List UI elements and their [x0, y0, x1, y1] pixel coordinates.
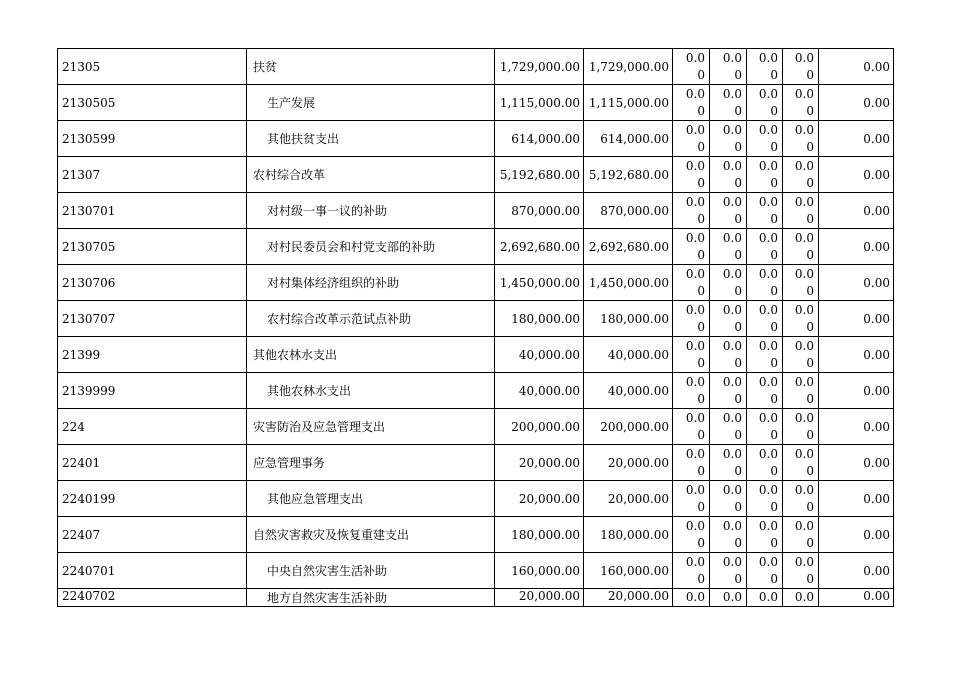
last-amount-cell: 0.00: [819, 481, 894, 517]
zero-cell-1: 0.0 0: [673, 517, 710, 553]
zero-cell-1: 0.0 0: [673, 337, 710, 373]
basic-amount-cell: 180,000.00: [584, 301, 673, 337]
table-body: [58, 49, 894, 607]
table-row: [58, 337, 894, 373]
table-row: [58, 481, 894, 517]
table-row: [58, 157, 894, 193]
zero-cell-1: 0.0 0: [673, 481, 710, 517]
zero-cell-2: 0.0 0: [710, 229, 747, 265]
zero-cell-2: 0.0 0: [710, 85, 747, 121]
zero-cell-4: 0.0 0: [783, 193, 819, 229]
zero-cell-3: 0.0 0: [747, 265, 783, 301]
basic-amount-cell: 20,000.00: [584, 445, 673, 481]
last-amount-cell: 0.00: [819, 589, 894, 607]
zero-cell-3: 0.0 0: [747, 121, 783, 157]
zero-cell-2: 0.0 0: [710, 373, 747, 409]
zero-cell-3: 0.0 0: [747, 481, 783, 517]
last-amount-cell: 0.00: [819, 517, 894, 553]
zero-cell-1: 0.0 0: [673, 157, 710, 193]
zero-cell-3: 0.0 0: [747, 301, 783, 337]
zero-cell-4: 0.0 0: [783, 301, 819, 337]
zero-cell-2: 0.0 0: [710, 121, 747, 157]
basic-amount-cell: 1,450,000.00: [584, 265, 673, 301]
function-name-cell: 应急管理事务: [247, 445, 495, 481]
zero-cell-2: 0.0 0: [710, 517, 747, 553]
zero-cell-2: 0.0: [710, 589, 747, 607]
total-amount-cell: 160,000.00: [495, 553, 584, 589]
zero-cell-3: 0.0 0: [747, 553, 783, 589]
zero-cell-4: 0.0: [783, 589, 819, 607]
total-amount-cell: 20,000.00: [495, 589, 584, 607]
table-row: [58, 49, 894, 85]
total-amount-cell: 20,000.00: [495, 481, 584, 517]
basic-amount-cell: 614,000.00: [584, 121, 673, 157]
table-row: [58, 517, 894, 553]
total-amount-cell: 180,000.00: [495, 517, 584, 553]
basic-amount-cell: 160,000.00: [584, 553, 673, 589]
zero-cell-1: 0.0 0: [673, 193, 710, 229]
zero-cell-2: 0.0 0: [710, 157, 747, 193]
zero-cell-1: 0.0 0: [673, 265, 710, 301]
function-name-cell: 对村民委员会和村党支部的补助: [247, 229, 495, 265]
total-amount-cell: 614,000.00: [495, 121, 584, 157]
table-row: [58, 553, 894, 589]
basic-amount-cell: 40,000.00: [584, 337, 673, 373]
basic-amount-cell: 2,692,680.00: [584, 229, 673, 265]
zero-cell-1: 0.0 0: [673, 229, 710, 265]
zero-cell-4: 0.0 0: [783, 229, 819, 265]
function-code-cell: 21307: [58, 157, 247, 193]
function-code-cell: 2240199: [58, 481, 247, 517]
function-code-cell: 21305: [58, 49, 247, 85]
zero-cell-1: 0.0 0: [673, 121, 710, 157]
zero-cell-1: 0.0 0: [673, 553, 710, 589]
zero-cell-4: 0.0 0: [783, 445, 819, 481]
last-amount-cell: 0.00: [819, 193, 894, 229]
last-amount-cell: 0.00: [819, 337, 894, 373]
total-amount-cell: 1,729,000.00: [495, 49, 584, 85]
zero-cell-3: 0.0 0: [747, 229, 783, 265]
function-code-cell: 224: [58, 409, 247, 445]
function-name-cell: 对村集体经济组织的补助: [247, 265, 495, 301]
zero-cell-1: 0.0 0: [673, 301, 710, 337]
table-row: [58, 229, 894, 265]
last-amount-cell: 0.00: [819, 265, 894, 301]
zero-cell-3: 0.0 0: [747, 409, 783, 445]
basic-amount-cell: 20,000.00: [584, 481, 673, 517]
basic-amount-cell: 5,192,680.00: [584, 157, 673, 193]
last-amount-cell: 0.00: [819, 373, 894, 409]
basic-amount-cell: 180,000.00: [584, 517, 673, 553]
total-amount-cell: 200,000.00: [495, 409, 584, 445]
last-amount-cell: 0.00: [819, 49, 894, 85]
function-code-cell: 2130701: [58, 193, 247, 229]
zero-cell-4: 0.0 0: [783, 553, 819, 589]
zero-cell-2: 0.0 0: [710, 445, 747, 481]
function-code-cell: 2240701: [58, 553, 247, 589]
zero-cell-1: 0.0 0: [673, 85, 710, 121]
function-name-cell: 其他农林水支出: [247, 373, 495, 409]
table-row: [58, 445, 894, 481]
zero-cell-1: 0.0 0: [673, 409, 710, 445]
function-code-cell: 21399: [58, 337, 247, 373]
zero-cell-1: 0.0 0: [673, 49, 710, 85]
zero-cell-2: 0.0 0: [710, 193, 747, 229]
zero-cell-1: 0.0: [673, 589, 710, 607]
function-code-cell: 2130705: [58, 229, 247, 265]
function-code-cell: 22401: [58, 445, 247, 481]
table-row: [58, 85, 894, 121]
total-amount-cell: 40,000.00: [495, 337, 584, 373]
zero-cell-4: 0.0 0: [783, 265, 819, 301]
zero-cell-3: 0.0 0: [747, 337, 783, 373]
zero-cell-4: 0.0 0: [783, 373, 819, 409]
zero-cell-4: 0.0 0: [783, 85, 819, 121]
table-row: [58, 121, 894, 157]
function-code-cell: 2130707: [58, 301, 247, 337]
zero-cell-4: 0.0 0: [783, 517, 819, 553]
zero-cell-4: 0.0 0: [783, 337, 819, 373]
total-amount-cell: 1,115,000.00: [495, 85, 584, 121]
basic-amount-cell: 40,000.00: [584, 373, 673, 409]
function-name-cell: 地方自然灾害生活补助: [247, 589, 495, 607]
last-amount-cell: 0.00: [819, 301, 894, 337]
zero-cell-4: 0.0 0: [783, 49, 819, 85]
function-name-cell: 扶贫: [247, 49, 495, 85]
function-name-cell: 对村级一事一议的补助: [247, 193, 495, 229]
function-name-cell: 农村综合改革: [247, 157, 495, 193]
zero-cell-2: 0.0 0: [710, 409, 747, 445]
function-code-cell: 2130706: [58, 265, 247, 301]
total-amount-cell: 2,692,680.00: [495, 229, 584, 265]
zero-cell-2: 0.0 0: [710, 553, 747, 589]
zero-cell-1: 0.0 0: [673, 373, 710, 409]
function-name-cell: 自然灾害救灾及恢复重建支出: [247, 517, 495, 553]
last-amount-cell: 0.00: [819, 445, 894, 481]
last-amount-cell: 0.00: [819, 157, 894, 193]
zero-cell-4: 0.0 0: [783, 481, 819, 517]
function-code-cell: 2139999: [58, 373, 247, 409]
zero-cell-4: 0.0 0: [783, 157, 819, 193]
basic-amount-cell: 20,000.00: [584, 589, 673, 607]
zero-cell-4: 0.0 0: [783, 409, 819, 445]
basic-amount-cell: 200,000.00: [584, 409, 673, 445]
table-row: [58, 193, 894, 229]
zero-cell-3: 0.0 0: [747, 193, 783, 229]
total-amount-cell: 180,000.00: [495, 301, 584, 337]
function-code-cell: 2240702: [58, 589, 247, 607]
zero-cell-2: 0.0 0: [710, 481, 747, 517]
table-row: [58, 589, 894, 607]
function-name-cell: 灾害防治及应急管理支出: [247, 409, 495, 445]
zero-cell-2: 0.0 0: [710, 301, 747, 337]
total-amount-cell: 5,192,680.00: [495, 157, 584, 193]
basic-amount-cell: 1,115,000.00: [584, 85, 673, 121]
budget-table: [57, 48, 894, 607]
zero-cell-3: 0.0 0: [747, 517, 783, 553]
table-row: [58, 373, 894, 409]
total-amount-cell: 40,000.00: [495, 373, 584, 409]
last-amount-cell: 0.00: [819, 121, 894, 157]
zero-cell-3: 0.0 0: [747, 157, 783, 193]
last-amount-cell: 0.00: [819, 229, 894, 265]
total-amount-cell: 1,450,000.00: [495, 265, 584, 301]
function-code-cell: 22407: [58, 517, 247, 553]
function-name-cell: 其他扶贫支出: [247, 121, 495, 157]
zero-cell-1: 0.0 0: [673, 445, 710, 481]
function-name-cell: 农村综合改革示范试点补助: [247, 301, 495, 337]
function-name-cell: 中央自然灾害生活补助: [247, 553, 495, 589]
last-amount-cell: 0.00: [819, 85, 894, 121]
zero-cell-3: 0.0 0: [747, 85, 783, 121]
zero-cell-2: 0.0 0: [710, 265, 747, 301]
basic-amount-cell: 1,729,000.00: [584, 49, 673, 85]
function-code-cell: 2130505: [58, 85, 247, 121]
zero-cell-2: 0.0 0: [710, 337, 747, 373]
table-row: [58, 301, 894, 337]
basic-amount-cell: 870,000.00: [584, 193, 673, 229]
function-code-cell: 2130599: [58, 121, 247, 157]
table-row: [58, 409, 894, 445]
total-amount-cell: 20,000.00: [495, 445, 584, 481]
zero-cell-3: 0.0 0: [747, 445, 783, 481]
last-amount-cell: 0.00: [819, 553, 894, 589]
function-name-cell: 其他应急管理支出: [247, 481, 495, 517]
zero-cell-3: 0.0: [747, 589, 783, 607]
function-name-cell: 其他农林水支出: [247, 337, 495, 373]
zero-cell-2: 0.0 0: [710, 49, 747, 85]
last-amount-cell: 0.00: [819, 409, 894, 445]
total-amount-cell: 870,000.00: [495, 193, 584, 229]
zero-cell-3: 0.0 0: [747, 373, 783, 409]
function-name-cell: 生产发展: [247, 85, 495, 121]
table-row: [58, 265, 894, 301]
zero-cell-3: 0.0 0: [747, 49, 783, 85]
zero-cell-4: 0.0 0: [783, 121, 819, 157]
